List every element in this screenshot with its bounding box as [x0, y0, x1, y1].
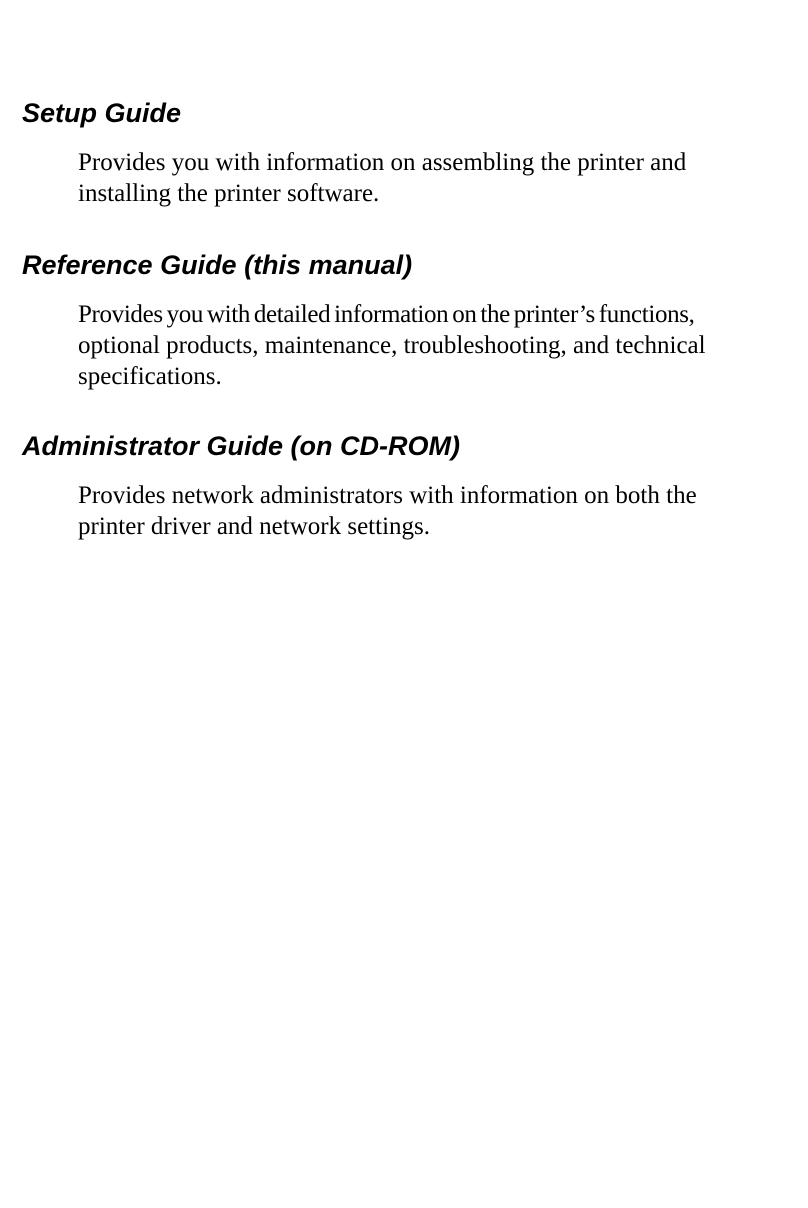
- description-line: Provides you with information on assembling the printer and: [78, 149, 687, 176]
- section-heading: Administrator Guide (on CD-ROM): [22, 431, 460, 461]
- section-heading: Setup Guide: [22, 98, 182, 128]
- description-line: Provides network administrators with information on both the: [78, 482, 697, 509]
- description-line: specifications.: [78, 363, 222, 390]
- section-description: [78, 299, 706, 392]
- section-description: [78, 480, 697, 542]
- section-description: [78, 147, 686, 209]
- description-line: installing the printer software.: [78, 180, 380, 207]
- description-line: Provides you with detailed information on the printer’s functions,: [78, 301, 695, 328]
- section-heading: Reference Guide (this manual): [22, 250, 413, 280]
- description-line: printer driver and network settings.: [78, 513, 430, 540]
- description-line: optional products, maintenance, troubleshooting, and technical: [78, 332, 706, 359]
